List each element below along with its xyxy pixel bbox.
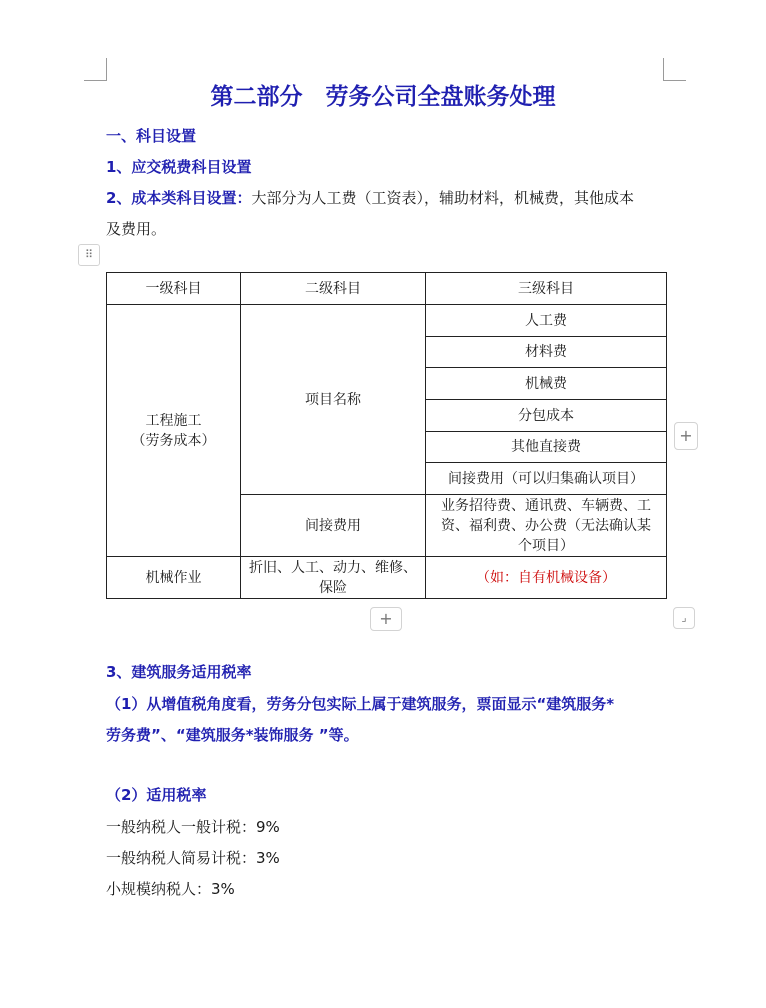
cell-machine-work: 机械作业 [107,557,241,599]
indirect-detail-line1: 业务招待费、通讯费、车辆费、工 [441,497,651,514]
cell-labor: 人工费 [426,305,667,337]
cost-accounts-label: 2、成本类科目设置： [106,189,252,207]
table-drag-handle-icon[interactable]: ⠿ [78,244,100,266]
header-level2: 二级科目 [241,273,426,305]
header-level1: 一级科目 [107,273,241,305]
header-level3: 三级科目 [426,273,667,305]
cell-other-direct: 其他直接费 [426,432,667,463]
table-resize-icon[interactable]: ⌟ [673,607,695,629]
cell-project-name: 项目名称 [241,305,426,495]
cell-indirect-detail [426,495,667,557]
cell-machine-note: （如：自有机械设备） [426,557,667,599]
cost-accounts-text: 大部分为人工费（工资表），辅助材料，机械费，其他成本 [251,189,634,207]
machine-items-line1: 折旧、人工、动力、维修、 [249,559,417,576]
rate-small-scale: 小规模纳税人：3% [106,880,235,898]
cell-materials: 材料费 [426,337,667,368]
page-title: 第二部分 劳务公司全盘账务处理 [210,83,556,110]
vat-paragraph-line2: 劳务费”、“建筑服务*装饰服务 ”等。 [106,726,359,744]
engineering-label: 工程施工 [145,412,202,429]
section-heading-accounts: 一、科目设置 [106,127,197,145]
cell-machine-items [241,557,426,599]
indirect-detail-line2: 资、福利费、办公费（无法确认某 [441,517,651,534]
cost-accounts-text-cont: 及费用。 [106,220,167,238]
rate-general-simplified: 一般纳税人简易计税：3% [106,849,280,867]
account-table [106,272,667,599]
cell-subcontract: 分包成本 [426,400,667,432]
cell-indirect-project: 间接费用（可以归集确认项目） [426,463,667,495]
cell-machinery: 机械费 [426,368,667,400]
indirect-detail-line3: 个项目） [518,537,574,554]
add-column-icon[interactable]: + [674,422,698,450]
tax-accounts-heading: 1、应交税费科目设置 [106,158,252,176]
machine-items-line2: 保险 [319,579,347,596]
tax-rate-heading: 3、建筑服务适用税率 [106,663,252,681]
rate-general-standard: 一般纳税人一般计税：9% [106,818,280,836]
cost-accounts-paragraph [106,188,634,208]
add-row-icon[interactable]: + [370,607,402,631]
engineering-sub-label: （劳务成本） [131,432,216,449]
vat-paragraph-line1: （1）从增值税角度看，劳务分包实际上属于建筑服务，票面显示“建筑服务* [106,695,615,713]
cell-engineering [107,305,241,557]
cell-indirect: 间接费用 [241,495,426,557]
applicable-rate-heading: （2）适用税率 [106,786,207,804]
